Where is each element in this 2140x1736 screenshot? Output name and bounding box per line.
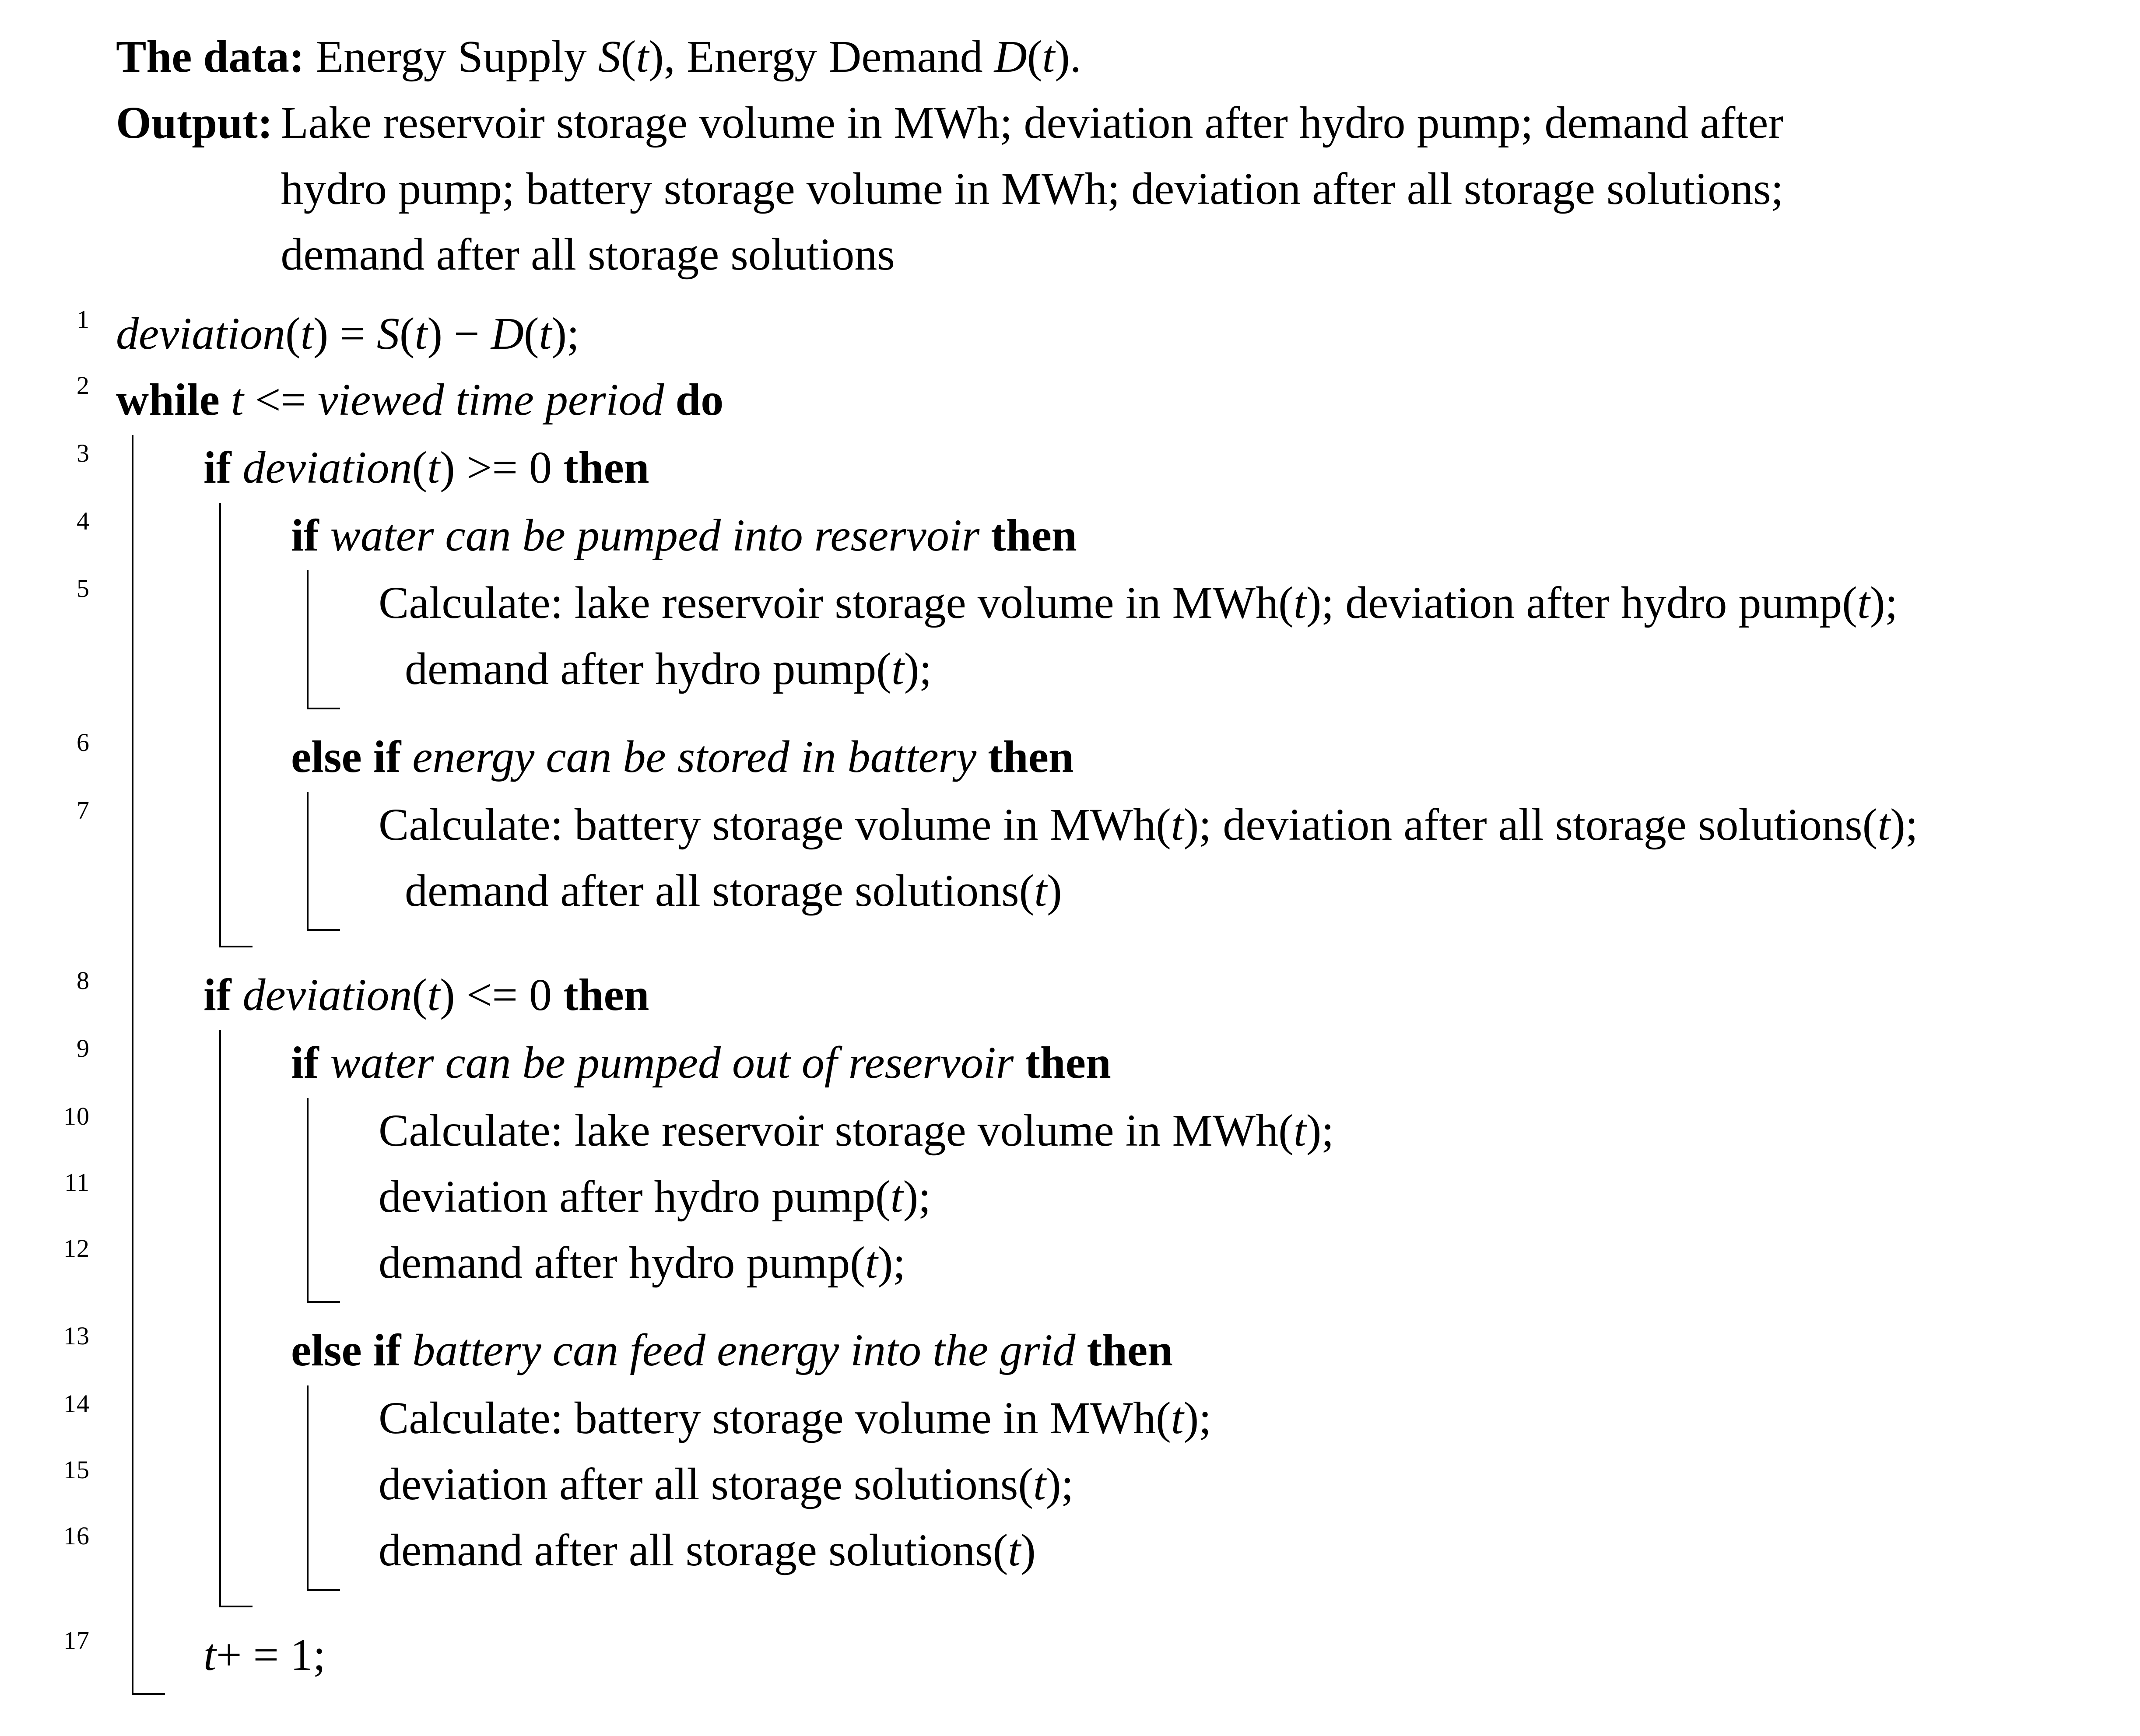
line-number: 7 [77,796,90,824]
line-number: 3 [77,438,90,467]
line-code: if water can be pumped out of reservoir then [291,1038,1111,1088]
pump-out-then-block [63,1098,2039,1303]
algo-line-13-elseif-feed [63,1318,2039,1384]
battery-store-then-block [77,792,2039,931]
algo-line-4-if-pump-in [77,503,2039,569]
line-number: 5 [77,574,90,603]
line-code: deviation(t) = S(t) − D(t); [116,309,579,359]
algo-line-7-calculate [77,792,2039,924]
line-code: Calculate: battery storage volume in MWh(t); deviation after all storage solutions(t); demand after all storage solutions(t) [379,799,1918,916]
line-number: 9 [77,1034,90,1063]
output-declaration [116,90,2039,288]
line-code: Calculate: battery storage volume in MWh(t); [379,1393,1212,1444]
pump-in-then-block [77,570,2039,709]
line-number: 10 [63,1101,90,1130]
line-code: deviation after hydro pump(t); [379,1171,931,1222]
line-code: deviation after all storage solutions(t); [379,1459,1074,1509]
data-declaration: The data: Energy Supply S(t), Energy Demand D(t). [116,32,1081,82]
algo-line-15-deviation [63,1452,2039,1518]
while-body-block [63,435,2039,1695]
line-code: if deviation(t) >= 0 then [203,442,649,493]
algo-line-3-if-positive [77,435,2039,501]
line-code: if water can be pumped into reservoir then [291,510,1077,561]
battery-feed-then-block [63,1385,2039,1590]
line-code: Calculate: lake reservoir storage volume in MWh(t); [379,1105,1334,1156]
algo-line-8-if-negative [77,962,2039,1028]
algo-line-9-if-pump-out [77,1030,2039,1096]
line-number: 12 [63,1234,90,1263]
algorithm-header [116,24,2039,288]
line-code: else if energy can be stored in battery then [291,731,1074,782]
algo-line-14-calculate [63,1385,2039,1452]
line-number: 17 [63,1626,90,1655]
algo-line-2-while [77,367,2039,433]
line-number: 15 [63,1455,90,1484]
line-number: 4 [77,506,90,535]
output-label: Output: [116,97,273,148]
algo-line-5-calculate [77,570,2039,702]
line-code: Calculate: lake reservoir storage volume in MWh(t); deviation after hydro pump(t); demand after hydro pump(t); [379,578,1898,694]
line-code: t+ = 1; [203,1629,326,1680]
line-number: 6 [77,728,90,757]
algo-line-11-deviation [64,1164,2039,1230]
line-number: 11 [64,1168,90,1196]
line-code: demand after all storage solutions(t) [379,1525,1036,1575]
algo-line-6-elseif-battery [77,724,2039,790]
line-code: if deviation(t) <= 0 then [203,970,649,1021]
algo-line-1 [77,301,2039,367]
algo-line-12-demand [63,1230,2039,1296]
line-number: 8 [77,966,90,995]
line-number: 1 [77,305,90,334]
algo-line-16-demand [63,1518,2039,1584]
line-code: while t <= viewed time period do [116,374,724,425]
if-negative-body-block [63,1030,2039,1607]
line-number: 2 [77,371,90,400]
algo-line-10-calculate [63,1098,2039,1164]
line-code: else if battery can feed energy into the grid then [291,1325,1173,1376]
line-number: 16 [63,1521,90,1550]
if-positive-body-block [77,503,2039,948]
line-code: demand after hydro pump(t); [379,1237,906,1288]
line-number: 13 [63,1322,90,1350]
algo-line-17-increment [63,1622,2039,1688]
algorithm-body [63,301,2039,1695]
output-text: Lake reservoir storage volume in MWh; deviation after hydro pump; demand after hydro pump; battery storage volume in MWh; deviation after all storage solutions; demand after all storage solutions [281,97,1784,280]
line-number: 14 [63,1389,90,1418]
